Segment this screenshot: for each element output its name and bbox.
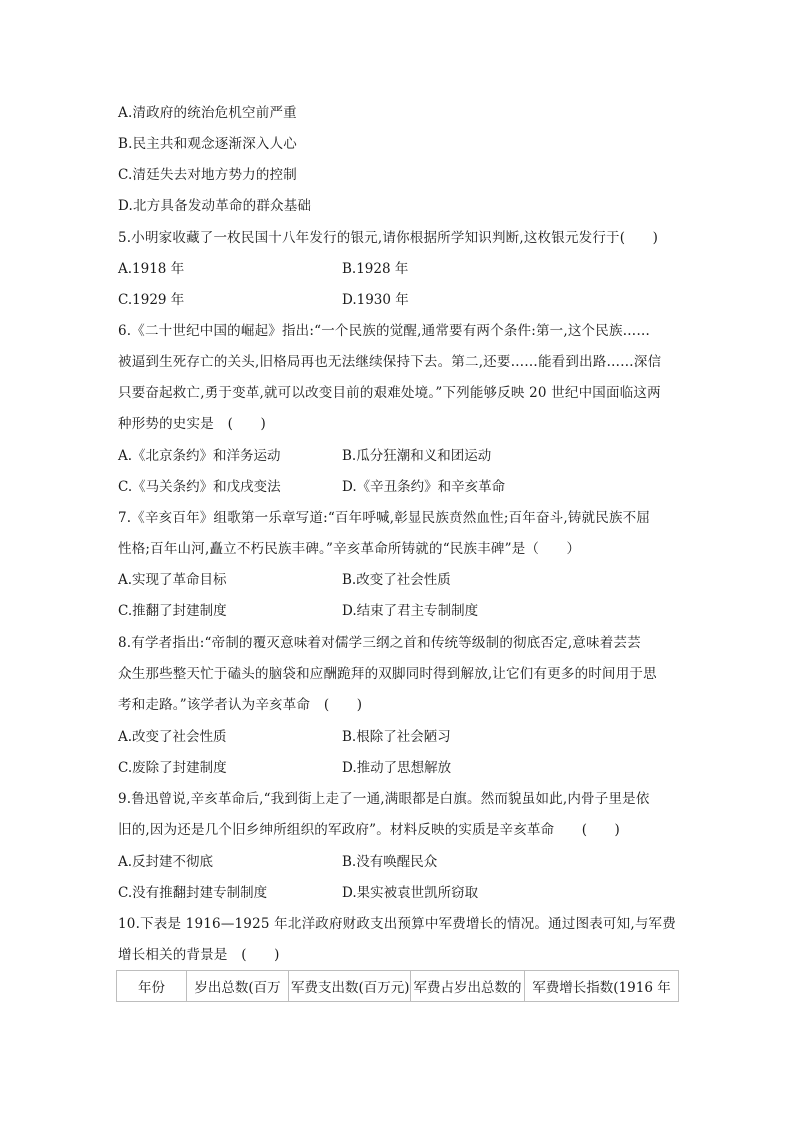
q6-stem-line: 种形势的史实是 ( ) — [118, 416, 266, 432]
q7-stem-line: 7.《辛亥百年》组歌第一乐章写道:“百年呼喊,彰显民族贲然血性;百年奋斗,铸就民族不屈 — [118, 510, 651, 526]
q5-stem: 5.小明家收藏了一枚民国十八年发行的银元,请你根据所学知识判断,这枚银元发行于( ) — [118, 230, 659, 246]
q8-option-c: C.废除了封建制度 — [118, 760, 227, 776]
q7-stem-line: 性格;百年山河,矗立不朽民族丰碑。”辛亥革命所铸就的“民族丰碑”是（ ） — [118, 541, 581, 557]
q7-option-a: A.实现了革命目标 — [118, 572, 227, 588]
q8-stem-line: 众生那些整天忙于磕头的脑袋和应酬跪拜的双脚同时得到解放,让它们有更多的时间用于思 — [118, 666, 657, 682]
table-header-cell: 军费占岁出总数的 — [411, 971, 525, 1002]
q8-stem-line: 8.有学者指出:“帝制的覆灭意味着对儒学三纲之首和传统等级制的彻底否定,意味着芸芸 — [118, 635, 641, 651]
q9-stem-line: 9.鲁迅曾说,辛亥革命后,“我到街上走了一通,满眼都是白旗。然而貌虽如此,内骨子里是依 — [118, 791, 650, 807]
q4-option-d: D.北方具备发动革命的群众基础 — [118, 198, 312, 214]
table-header-cell: 军费支出数(百万元) — [289, 971, 411, 1002]
q8-option-d: D.推动了思想解放 — [342, 760, 452, 776]
q9-option-a: A.反封建不彻底 — [118, 854, 214, 870]
q9-option-d: D.果实被袁世凯所窃取 — [342, 885, 479, 901]
q9-option-c: C.没有推翻封建专制制度 — [118, 885, 268, 901]
military-spending-table — [116, 970, 679, 1002]
q8-stem-line: 考和走路。”该学者认为辛亥革命 ( ) — [118, 697, 363, 713]
q7-option-b: B.改变了社会性质 — [342, 572, 451, 588]
table-header-cell: 岁出总数(百万 — [187, 971, 289, 1002]
q9-option-b: B.没有唤醒民众 — [342, 854, 438, 870]
q5-option-c: C.1929 年 — [118, 292, 185, 308]
q9-stem-line: 旧的,因为还是几个旧乡绅所组织的军政府”。材料反映的实质是辛亥革命 ( ) — [118, 822, 621, 838]
q5-option-b: B.1928 年 — [342, 261, 409, 277]
q7-option-d: D.结束了君主专制制度 — [342, 603, 479, 619]
q5-option-d: D.1930 年 — [342, 292, 409, 308]
q4-option-b: B.民主共和观念逐渐深入人心 — [118, 136, 298, 152]
q8-option-b: B.根除了社会陋习 — [342, 729, 451, 745]
table-header-cell: 军费增长指数(1916 年 — [525, 971, 679, 1002]
q7-option-c: C.推翻了封建制度 — [118, 603, 227, 619]
q6-stem-line: 只要奋起救亡,勇于变革,就可以改变目前的艰难处境。”下列能够反映 20 世纪中国面临这两 — [118, 385, 661, 401]
q10-stem-line: 10.下表是 1916—1925 年北洋政府财政支出预算中军费增长的情况。通过图表可知,与军费 — [118, 916, 676, 932]
q4-option-c: C.清廷失去对地方势力的控制 — [118, 167, 297, 183]
q6-option-b: B.瓜分狂潮和义和团运动 — [342, 448, 492, 464]
q6-stem-line: 6.《二十世纪中国的崛起》指出:“一个民族的觉醒,通常要有两个条件:第一,这个民族…… — [118, 323, 651, 339]
q4-option-a: A.清政府的统治危机空前严重 — [118, 105, 297, 121]
table-header-row — [117, 971, 679, 1002]
q6-stem-line: 被逼到生死存亡的关头,旧格局再也无法继续保持下去。第二,还要……能看到出路……深信 — [118, 354, 662, 370]
q10-stem-line: 增长相关的背景是 ( ) — [118, 947, 280, 963]
q8-option-a: A.改变了社会性质 — [118, 729, 227, 745]
q6-option-a: A.《北京条约》和洋务运动 — [118, 448, 281, 464]
q6-option-c: C.《马关条约》和戊戌变法 — [118, 479, 281, 495]
q6-option-d: D.《辛丑条约》和辛亥革命 — [342, 479, 506, 495]
table-header-cell: 年份 — [117, 971, 187, 1002]
q5-option-a: A.1918 年 — [118, 261, 185, 277]
